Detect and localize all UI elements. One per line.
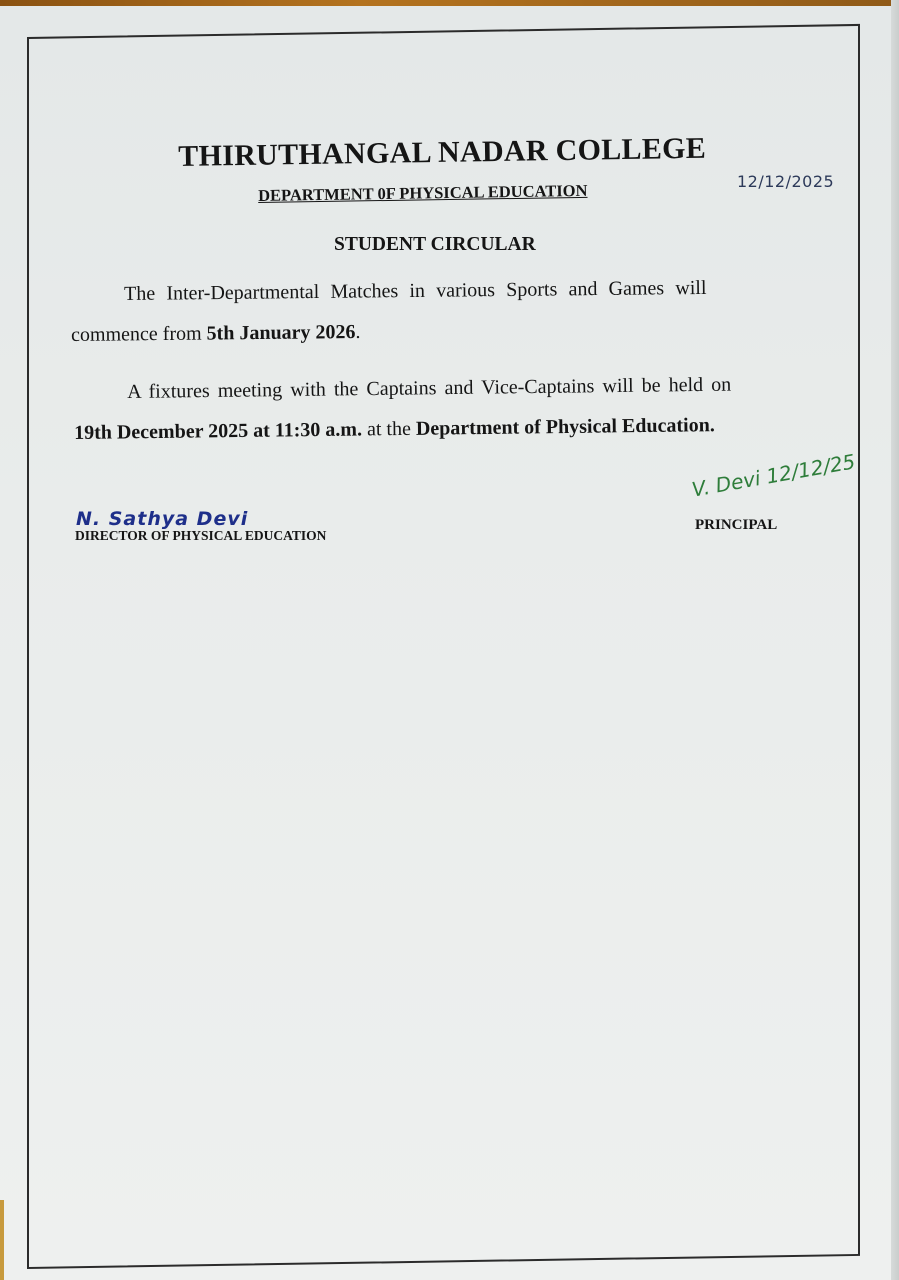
principal-title: PRINCIPAL: [695, 517, 778, 533]
text: commence from: [70, 322, 207, 346]
text: at the: [361, 417, 417, 441]
table-surface-left: [0, 1200, 4, 1280]
paragraph-2-line-1: A fixtures meeting with the Captains and Vice-Captains will be held on: [126, 373, 732, 403]
commence-date: 5th January 2026: [206, 321, 356, 345]
page-border: [27, 24, 860, 1269]
director-title: DIRECTOR OF PHYSICAL EDUCATION: [75, 528, 327, 543]
text: .: [355, 320, 361, 344]
department-name: DEPARTMENT 0F PHYSICAL EDUCATION: [258, 180, 588, 205]
meeting-venue: Department of Physical Education.: [415, 414, 715, 440]
institution-name: THIRUTHANGAL NADAR COLLEGE: [178, 131, 707, 173]
handwritten-date: 12/12/2025: [737, 172, 835, 191]
principal-signature: V. Devi 12/12/25: [690, 449, 858, 502]
paragraph-1-line-2: [71, 322, 361, 345]
paper-edge: [891, 0, 899, 1280]
director-signature: N. Sathya Devi: [76, 508, 249, 530]
meeting-datetime: 19th December 2025 at 11:30 a.m.: [73, 418, 363, 444]
circular-heading: STUDENT CIRCULAR: [334, 234, 536, 255]
paragraph-1-line-1: The Inter-Departmental Matches in various Sports and Games will: [123, 276, 707, 305]
